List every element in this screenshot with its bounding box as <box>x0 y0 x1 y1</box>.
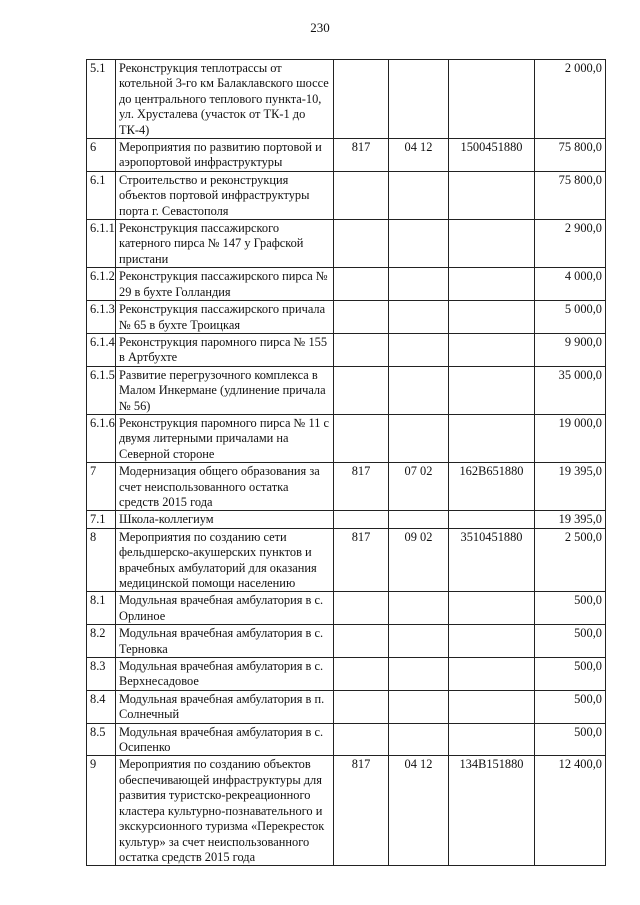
table-row <box>87 658 606 691</box>
row-name-cell: Реконструкция пассажирского катерного пирса № 147 у Графской пристани <box>116 220 334 268</box>
row-section-code-cell <box>389 268 449 301</box>
row-number-cell: 8.4 <box>87 690 116 723</box>
row-name-cell: Модернизация общего образования за счет неиспользованного остатка средств 2015 года <box>116 463 334 511</box>
table-row <box>87 528 606 592</box>
table-row <box>87 171 606 219</box>
row-amount-cell: 75 800,0 <box>535 171 606 219</box>
row-amount-cell: 5 000,0 <box>535 301 606 334</box>
row-department-code-cell <box>334 60 389 139</box>
row-name-cell: Реконструкция пассажирского причала № 65 в бухте Троицкая <box>116 301 334 334</box>
row-target-article-cell: 134В151880 <box>449 756 535 866</box>
row-target-article-cell <box>449 220 535 268</box>
row-section-code-cell: 09 02 <box>389 528 449 592</box>
row-amount-cell: 500,0 <box>535 723 606 756</box>
row-amount-cell: 2 000,0 <box>535 60 606 139</box>
row-amount-cell: 500,0 <box>535 690 606 723</box>
row-number-cell: 8.2 <box>87 625 116 658</box>
row-department-code-cell <box>334 414 389 462</box>
row-target-article-cell <box>449 301 535 334</box>
row-department-code-cell <box>334 690 389 723</box>
row-target-article-cell: 3510451880 <box>449 528 535 592</box>
row-target-article-cell <box>449 592 535 625</box>
row-number-cell: 6.1.6 <box>87 414 116 462</box>
row-amount-cell: 19 395,0 <box>535 511 606 528</box>
row-target-article-cell <box>449 658 535 691</box>
row-section-code-cell <box>389 658 449 691</box>
row-section-code-cell <box>389 333 449 366</box>
row-target-article-cell <box>449 625 535 658</box>
row-target-article-cell <box>449 723 535 756</box>
row-target-article-cell <box>449 333 535 366</box>
table-row <box>87 625 606 658</box>
row-name-cell: Модульная врачебная амбулатория в с. Терновка <box>116 625 334 658</box>
row-name-cell: Мероприятия по развитию портовой и аэропортовой инфраструктуры <box>116 139 334 172</box>
table-row <box>87 414 606 462</box>
row-number-cell: 6.1.2 <box>87 268 116 301</box>
row-number-cell: 6.1.3 <box>87 301 116 334</box>
table-row <box>87 366 606 414</box>
row-name-cell: Модульная врачебная амбулатория в с. Осипенко <box>116 723 334 756</box>
row-number-cell: 5.1 <box>87 60 116 139</box>
row-name-cell: Мероприятия по созданию объектов обеспечивающей инфраструктуры для развития туристско-рекреационного кластера культурно-познавательного и экскурсионного туризма «Перекресток культур» за счет неиспользованного остатка средств 2015 года <box>116 756 334 866</box>
row-name-cell: Мероприятия по созданию сети фельдшерско-акушерских пунктов и врачебных амбулаторий для оказания медицинской помощи населению <box>116 528 334 592</box>
table-row <box>87 60 606 139</box>
row-section-code-cell <box>389 690 449 723</box>
row-section-code-cell <box>389 723 449 756</box>
row-name-cell: Реконструкция паромного пирса № 155 в Артбухте <box>116 333 334 366</box>
row-department-code-cell <box>334 366 389 414</box>
row-number-cell: 9 <box>87 756 116 866</box>
table-row <box>87 463 606 511</box>
row-name-cell: Модульная врачебная амбулатория в с. Орлиное <box>116 592 334 625</box>
row-department-code-cell: 817 <box>334 139 389 172</box>
row-name-cell: Развитие перегрузочного комплекса в Малом Инкермане (удлинение причала № 56) <box>116 366 334 414</box>
row-name-cell: Реконструкция пассажирского пирса № 29 в бухте Голландия <box>116 268 334 301</box>
row-amount-cell: 35 000,0 <box>535 366 606 414</box>
row-amount-cell: 500,0 <box>535 625 606 658</box>
row-target-article-cell <box>449 60 535 139</box>
row-target-article-cell <box>449 690 535 723</box>
table-row <box>87 268 606 301</box>
row-section-code-cell: 04 12 <box>389 139 449 172</box>
row-name-cell: Реконструкция паромного пирса № 11 с двумя литерными причалами на Северной стороне <box>116 414 334 462</box>
row-amount-cell: 4 000,0 <box>535 268 606 301</box>
budget-table <box>86 59 606 866</box>
table-row <box>87 301 606 334</box>
row-department-code-cell <box>334 301 389 334</box>
table-row <box>87 333 606 366</box>
row-number-cell: 6 <box>87 139 116 172</box>
table-row <box>87 690 606 723</box>
row-amount-cell: 19 000,0 <box>535 414 606 462</box>
row-name-cell: Строительство и реконструкция объектов портовой инфраструктуры порта г. Севастополя <box>116 171 334 219</box>
row-target-article-cell <box>449 366 535 414</box>
row-number-cell: 8 <box>87 528 116 592</box>
row-amount-cell: 500,0 <box>535 658 606 691</box>
row-department-code-cell: 817 <box>334 756 389 866</box>
row-name-cell: Реконструкция теплотрассы от котельной 3-го км Балаклавского шоссе до центрального теплового пункта-10, ул. Хрусталева (участок от ТК-1 до ТК-4) <box>116 60 334 139</box>
row-section-code-cell: 07 02 <box>389 463 449 511</box>
row-number-cell: 6.1.5 <box>87 366 116 414</box>
row-section-code-cell <box>389 625 449 658</box>
row-department-code-cell: 817 <box>334 463 389 511</box>
row-number-cell: 8.1 <box>87 592 116 625</box>
table-row <box>87 220 606 268</box>
row-amount-cell: 12 400,0 <box>535 756 606 866</box>
row-department-code-cell <box>334 511 389 528</box>
row-section-code-cell <box>389 414 449 462</box>
row-department-code-cell <box>334 592 389 625</box>
row-amount-cell: 500,0 <box>535 592 606 625</box>
row-amount-cell: 2 500,0 <box>535 528 606 592</box>
row-section-code-cell <box>389 60 449 139</box>
row-section-code-cell <box>389 220 449 268</box>
row-department-code-cell <box>334 171 389 219</box>
row-number-cell: 6.1 <box>87 171 116 219</box>
row-target-article-cell: 162В651880 <box>449 463 535 511</box>
row-department-code-cell <box>334 220 389 268</box>
row-target-article-cell <box>449 414 535 462</box>
row-department-code-cell <box>334 625 389 658</box>
row-department-code-cell <box>334 723 389 756</box>
row-target-article-cell: 1500451880 <box>449 139 535 172</box>
table-row <box>87 139 606 172</box>
table-row <box>87 511 606 528</box>
row-amount-cell: 75 800,0 <box>535 139 606 172</box>
row-number-cell: 6.1.4 <box>87 333 116 366</box>
row-number-cell: 7.1 <box>87 511 116 528</box>
row-section-code-cell <box>389 171 449 219</box>
table-row <box>87 756 606 866</box>
row-section-code-cell <box>389 366 449 414</box>
page-number: 230 <box>310 20 330 35</box>
row-department-code-cell: 817 <box>334 528 389 592</box>
row-number-cell: 8.3 <box>87 658 116 691</box>
row-department-code-cell <box>334 658 389 691</box>
table-row <box>87 723 606 756</box>
row-amount-cell: 2 900,0 <box>535 220 606 268</box>
row-section-code-cell <box>389 301 449 334</box>
row-section-code-cell <box>389 511 449 528</box>
row-name-cell: Модульная врачебная амбулатория в п. Солнечный <box>116 690 334 723</box>
row-section-code-cell: 04 12 <box>389 756 449 866</box>
row-name-cell: Школа-коллегиум <box>116 511 334 528</box>
row-department-code-cell <box>334 333 389 366</box>
row-target-article-cell <box>449 171 535 219</box>
row-section-code-cell <box>389 592 449 625</box>
table-row <box>87 592 606 625</box>
row-target-article-cell <box>449 511 535 528</box>
row-number-cell: 6.1.1 <box>87 220 116 268</box>
row-amount-cell: 9 900,0 <box>535 333 606 366</box>
row-name-cell: Модульная врачебная амбулатория в с. Верхнесадовое <box>116 658 334 691</box>
row-number-cell: 7 <box>87 463 116 511</box>
row-department-code-cell <box>334 268 389 301</box>
row-amount-cell: 19 395,0 <box>535 463 606 511</box>
row-number-cell: 8.5 <box>87 723 116 756</box>
row-target-article-cell <box>449 268 535 301</box>
